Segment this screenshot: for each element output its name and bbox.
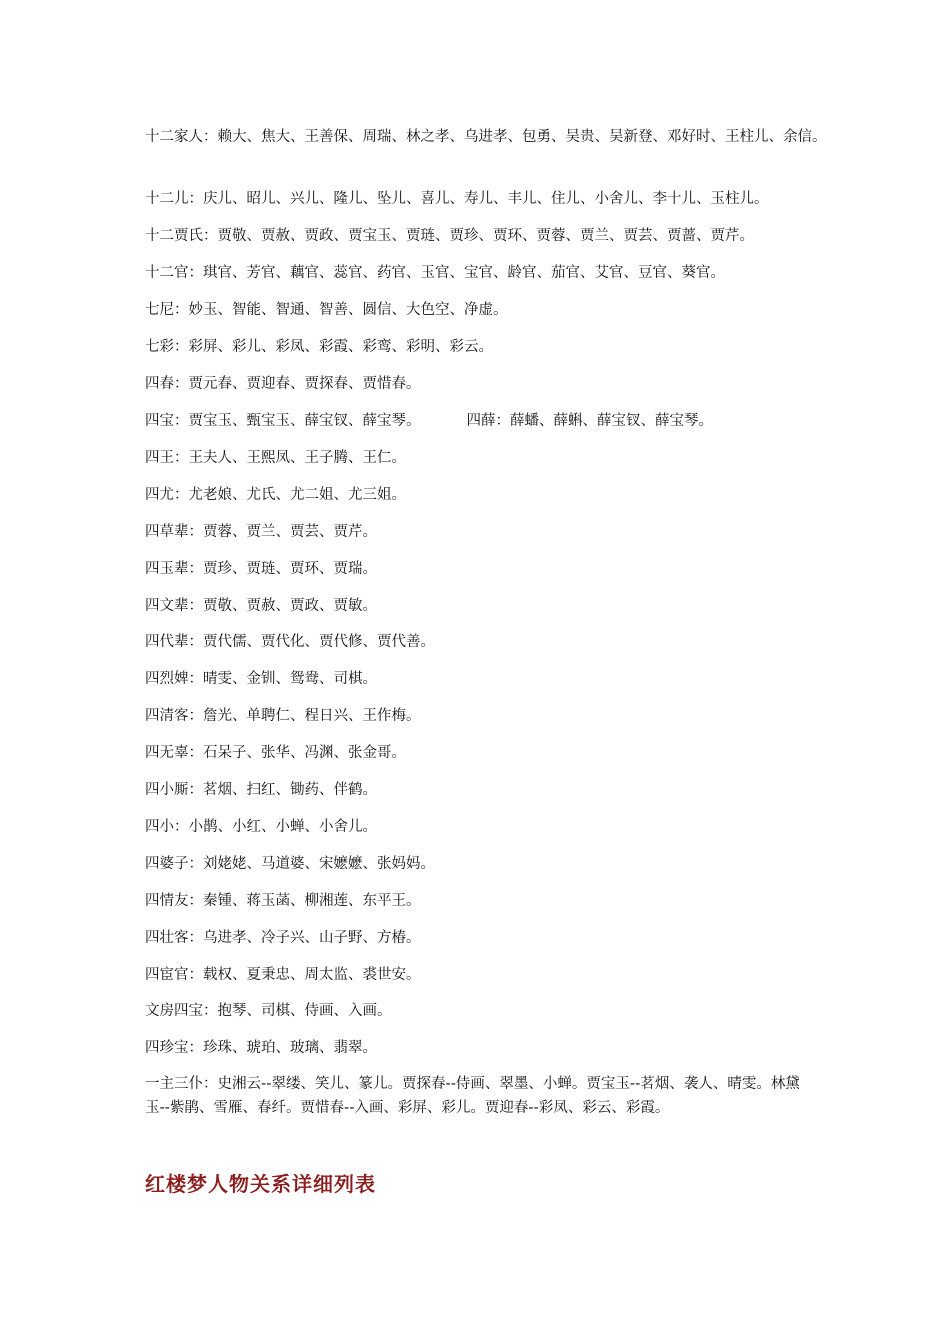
text-line-four-pages: 四小厮：茗烟、扫红、锄药、伴鹤。 xyxy=(145,782,377,798)
text-line-four-strongmen: 四壮客：乌进孝、冷子兴、山子野、方椿。 xyxy=(145,930,421,946)
text-line-four-yu: 四玉辈：贾珍、贾琏、贾环、贾瑞。 xyxy=(145,561,377,577)
text-line-four-innocents: 四无辜：石呆子、张华、冯渊、张金哥。 xyxy=(145,745,406,761)
text-line-study-treasures: 文房四宝：抱琴、司棋、侍画、入画。 xyxy=(145,1003,392,1019)
text-line-four-maids: 四烈婢：晴雯、金钏、鸳鸯、司棋。 xyxy=(145,671,377,687)
text-line-seven-cai: 七彩：彩屏、彩儿、彩凤、彩霞、彩鸾、彩明、彩云。 xyxy=(145,339,493,355)
text-line-four-bao xyxy=(145,411,835,431)
text-line-four-guests: 四清客：詹光、单聘仁、程日兴、王作梅。 xyxy=(145,708,421,724)
text-line-four-wen: 四文辈：贾敬、贾赦、贾政、贾敏。 xyxy=(145,598,377,614)
text-line-four-xiao: 四小：小鹊、小红、小蝉、小舍儿。 xyxy=(145,819,377,835)
text-line-four-jewels: 四珍宝：珍珠、琥珀、玻璃、翡翠。 xyxy=(145,1040,377,1056)
text-line-four-eunuchs: 四宦官：载权、夏秉忠、周太监、裘世安。 xyxy=(145,967,421,983)
text-line-twelve-servants: 十二家人：赖大、焦大、王善保、周瑞、林之孝、乌进孝、包勇、吴贵、吴新登、邓好时、王柱儿、余信。 xyxy=(145,129,827,145)
text-line-four-you: 四尤：尤老娘、尤氏、尤二姐、尤三姐。 xyxy=(145,487,406,503)
text-line-four-friends: 四情友：秦锺、蒋玉菡、柳湘莲、东平王。 xyxy=(145,893,421,909)
text-line-four-dai: 四代辈：贾代儒、贾代化、贾代修、贾代善。 xyxy=(145,634,435,650)
text-four-bao: 四宝：贾宝玉、甄宝玉、薛宝钗、薛宝琴。 xyxy=(145,413,421,429)
text-four-xue: 四薛：薛蟠、薛蝌、薛宝钗、薛宝琴。 xyxy=(466,413,713,429)
text-line-twelve-jia: 十二贾氏：贾敬、贾赦、贾政、贾宝玉、贾琏、贾珍、贾环、贾蓉、贾兰、贾芸、贾蔷、贾芹。 xyxy=(145,228,754,244)
text-paragraph-masters-servants: 一主三仆：史湘云--翠缕、笑儿、篆儿。贾探春--侍画、翠墨、小蝉。贾宝玉--茗烟、袭人、晴雯。林黛玉--紫鹃、雪雁、春纤。贾惜春--入画、彩屏、彩儿。贾迎春--彩凤、彩云、彩霞。 xyxy=(145,1076,800,1116)
text-line-four-cao: 四草辈：贾蓉、贾兰、贾芸、贾芹。 xyxy=(145,524,377,540)
text-line-twelve-er: 十二儿：庆儿、昭儿、兴儿、隆儿、坠儿、喜儿、寿儿、丰儿、住儿、小舍儿、李十儿、玉柱儿。 xyxy=(145,191,769,207)
text-line-seven-nuns: 七尼：妙玉、智能、智通、智善、圆信、大色空、净虚。 xyxy=(145,302,508,318)
text-line-four-popos: 四婆子：刘姥姥、马道婆、宋嬷嬷、张妈妈。 xyxy=(145,856,435,872)
text-line-four-chun: 四春：贾元春、贾迎春、贾探春、贾惜春。 xyxy=(145,376,421,392)
section-heading: 红楼梦人物关系详细列表 xyxy=(145,1172,376,1196)
text-line-twelve-guan: 十二官：琪官、芳官、藕官、蕊官、药官、玉官、宝官、龄官、茄官、艾官、豆官、葵官。 xyxy=(145,265,725,281)
text-line-four-wang: 四王：王夫人、王熙凤、王子腾、王仁。 xyxy=(145,450,406,466)
